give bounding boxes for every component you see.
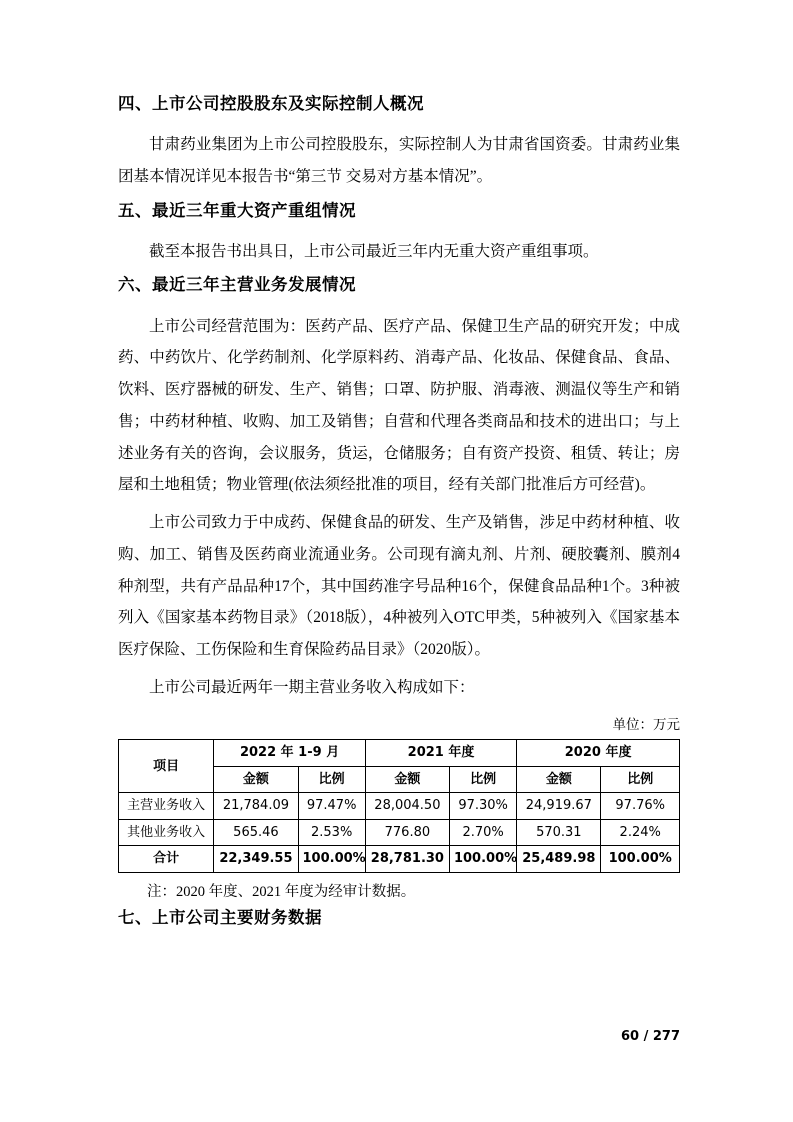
table-row	[119, 793, 680, 820]
table-subheader-amount-2020: 金额	[517, 766, 601, 793]
section-heading-4: 四、上市公司控股股东及实际控制人概况	[118, 94, 424, 113]
section-heading-7: 七、上市公司主要财务数据	[118, 908, 322, 928]
cell-2020-ratio: 100.00%	[601, 846, 680, 873]
table-header-2020: 2020 年度	[517, 740, 680, 767]
table-header-2021: 2021 年度	[365, 740, 516, 767]
table-header-row-groups	[119, 740, 680, 767]
cell-2021-ratio: 100.00%	[449, 846, 516, 873]
row-label-total: 合计	[119, 846, 214, 873]
table-row	[119, 819, 680, 846]
table-subheader-amount-2021: 金额	[365, 766, 449, 793]
table-subheader-ratio-2021: 比例	[449, 766, 516, 793]
cell-2020-ratio: 97.76%	[601, 793, 680, 820]
page-content	[118, 92, 680, 944]
cell-2021-ratio: 2.70%	[449, 819, 516, 846]
cell-2022-amount: 21,784.09	[214, 793, 298, 820]
row-label-main-business: 主营业务收入	[119, 793, 214, 820]
cell-2022-amount: 22,349.55	[214, 846, 298, 873]
cell-2021-amount: 28,004.50	[365, 793, 449, 820]
section-5-paragraph-1: 截至本报告书出具日，上市公司最近三年内无重大资产重组事项。	[149, 242, 599, 260]
cell-2022-ratio: 100.00%	[298, 846, 365, 873]
cell-2021-amount: 776.80	[365, 819, 449, 846]
table-note: 注：2020 年度、2021 年度为经审计数据。	[147, 883, 416, 900]
main-business-revenue-table	[118, 739, 680, 873]
table-subheader-ratio-2020: 比例	[601, 766, 680, 793]
section-4-paragraph-1: 甘肃药业集团为上市公司控股股东，实际控制人为甘肃省国资委。甘肃药业集团基本情况详见本报告书“第三节 交易对方基本情况”。	[118, 136, 680, 185]
table-unit-label: 单位：万元	[612, 716, 680, 732]
table-row-total	[119, 846, 680, 873]
cell-2022-ratio: 97.47%	[298, 793, 365, 820]
section-6-paragraph-1: 上市公司经营范围为：医药产品、医疗产品、保健卫生产品的研究开发；中成药、中药饮片、化学药制剂、化学原料药、消毒产品、化妆品、保健食品、食品、饮料、医疗器械的研发、生产、销售；口罩、防护服、消毒液、测温仪等生产和销售；中药材种植、收购、加工及销售；自营和代理各类商品和技术的进出口；与上述业务有关的咨询，会议服务，货运，仓储服务；自有资产投资、租赁、转让；房屋和土地租赁；物业管理(依法须经批准的项目，经有关部门批准后方可经营)。	[118, 317, 680, 494]
cell-2022-ratio: 2.53%	[298, 819, 365, 846]
row-label-other-business: 其他业务收入	[119, 819, 214, 846]
cell-2021-amount: 28,781.30	[365, 846, 449, 873]
section-6-paragraph-2: 上市公司致力于中成药、保健食品的研发、生产及销售，涉足中药材种植、收购、加工、销售及医药商业流通业务。公司现有滴丸剂、片剂、硬胶囊剂、膜剂4种剂型，共有产品品种17个，其中国药准字号品种16个，保健食品品种1个。3种被列入《国家基本药物目录》（2018版），4种被列入OTC甲类，5种被列入《国家基本医疗保险、工伤保险和生育保险药品目录》（2020版）。	[118, 514, 680, 659]
table-header-2022: 2022 年 1-9 月	[214, 740, 365, 767]
section-heading-6: 六、最近三年主营业务发展情况	[118, 275, 356, 295]
cell-2020-amount: 25,489.98	[517, 846, 601, 873]
cell-2020-ratio: 2.24%	[601, 819, 680, 846]
cell-2020-amount: 570.31	[517, 819, 601, 846]
table-header-item: 项目	[119, 740, 214, 793]
section-heading-5: 五、最近三年重大资产重组情况	[118, 200, 356, 220]
table-subheader-amount-2022: 金额	[214, 766, 298, 793]
cell-2020-amount: 24,919.67	[517, 793, 601, 820]
table-subheader-ratio-2022: 比例	[298, 766, 365, 793]
cell-2022-amount: 565.46	[214, 819, 298, 846]
section-6-paragraph-3: 上市公司最近两年一期主营业务收入构成如下：	[149, 679, 475, 696]
page-number: 60 / 277	[620, 1029, 680, 1044]
cell-2021-ratio: 97.30%	[449, 793, 516, 820]
